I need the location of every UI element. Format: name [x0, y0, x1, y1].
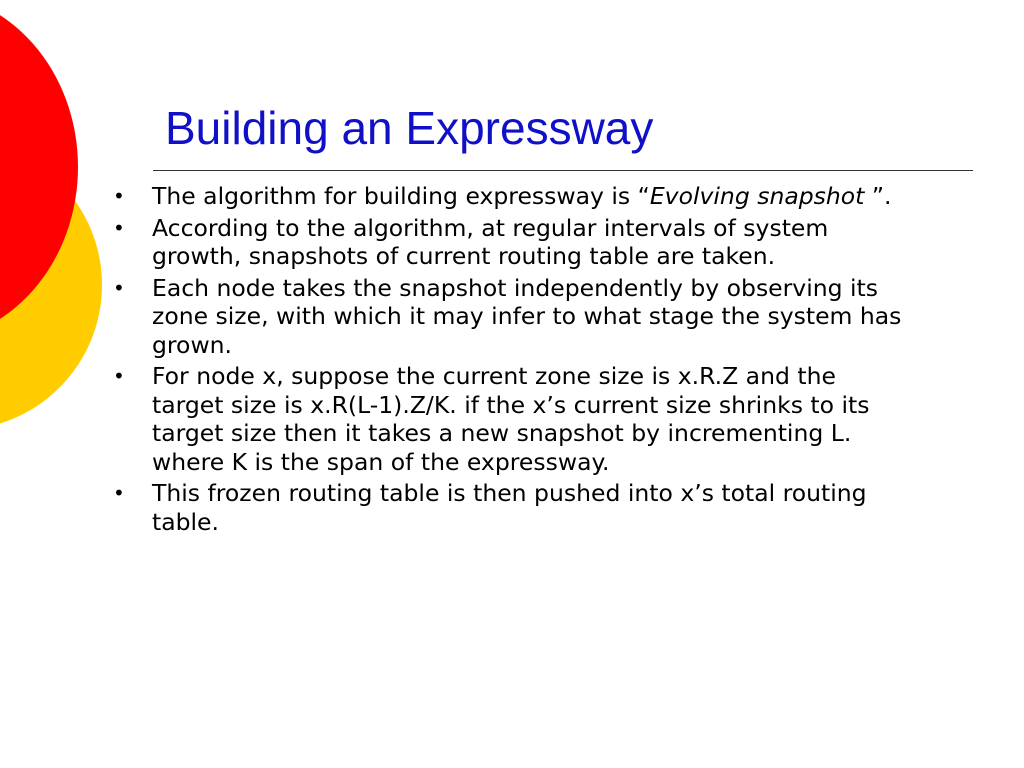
bullet-text: This frozen routing table is then pushed into x’s total routing table.	[152, 479, 867, 536]
bullet-text: According to the algorithm, at regular intervals of system growth, snapshots of current routing table are taken.	[152, 213, 829, 270]
bullet-text: Each node takes the snapshot independently by observing its zone size, with which it may infer to what stage the system has grown.	[152, 273, 902, 359]
bullet-marker-icon: •	[113, 481, 125, 505]
bullet-item-zone-size	[113, 274, 913, 360]
bullet-emphasis: Evolving snapshot	[649, 182, 872, 210]
bullet-list	[113, 182, 913, 539]
bullet-marker-icon: •	[113, 215, 125, 240]
bullet-text	[152, 182, 892, 210]
bullet-marker-icon: •	[113, 275, 125, 300]
bullet-marker-icon: •	[113, 364, 125, 388]
bullet-text-prefix: The algorithm for building expressway is “	[152, 182, 650, 210]
bullet-text-suffix: ”.	[871, 182, 892, 210]
slide-title: Building an Expressway	[165, 102, 654, 154]
bullet-marker-icon: •	[113, 184, 125, 208]
bullet-item-algorithm	[113, 182, 913, 211]
bullet-item-frozen-table	[113, 479, 913, 536]
bullet-item-target-size	[113, 362, 913, 476]
bullet-item-snapshots	[113, 214, 913, 271]
bullet-text: For node x, suppose the current zone size is x.R.Z and the target size is x.R(L-1).Z/K. if the x’s current size shrinks to its target size then it takes a new snapshot by incrementing L. where K is the span of the expressway.	[152, 362, 870, 476]
title-divider	[153, 170, 973, 171]
